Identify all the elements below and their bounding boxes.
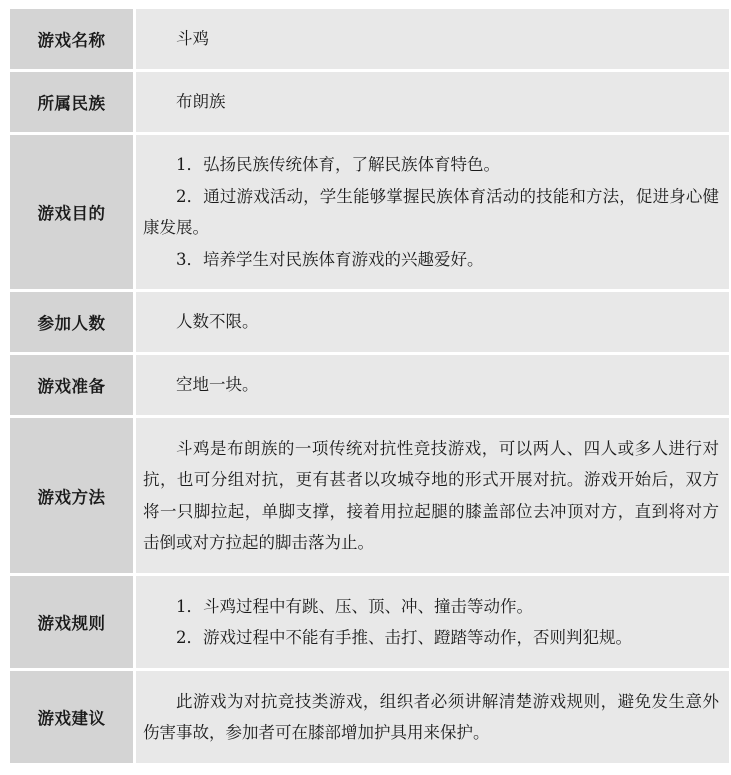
row-label: 参加人数 [10,292,136,352]
row-label: 游戏名称 [10,9,136,69]
row-label: 游戏目的 [10,135,136,289]
row-game-purpose [10,135,729,289]
row-content [136,292,729,352]
content-line: 1．斗鸡过程中有跳、压、顶、冲、撞击等动作。 [176,596,533,616]
row-participants [10,292,729,352]
content-line: 斗鸡 [176,29,209,49]
row-ethnic-group [10,72,729,132]
content-line: 2．通过游戏活动，学生能够掌握民族体育活动的技能和方法，促进身心健康发展。 [143,186,719,237]
row-rules [10,576,729,668]
row-game-name [10,9,729,69]
game-info-table [10,6,729,766]
row-label: 游戏准备 [10,355,136,415]
content-line: 此游戏为对抗竞技类游戏，组织者必须讲解清楚游戏规则，避免发生意外伤害事故，参加者可在膝部增加护具用来保护。 [143,691,719,742]
row-content [136,72,729,132]
row-content [136,576,729,668]
row-method [10,418,729,573]
content-line: 空地一块。 [176,375,259,395]
row-label: 游戏规则 [10,576,136,668]
row-preparation [10,355,729,415]
row-content [136,355,729,415]
content-line: 人数不限。 [176,312,259,332]
content-line: 3．培养学生对民族体育游戏的兴趣爱好。 [176,249,484,269]
row-content [136,418,729,573]
row-label: 游戏方法 [10,418,136,573]
content-line: 2．游戏过程中不能有手推、击打、蹬踏等动作，否则判犯规。 [176,628,632,647]
row-content [136,135,729,289]
row-label: 所属民族 [10,72,136,132]
content-line: 1．弘扬民族传统体育，了解民族体育特色。 [176,155,500,174]
row-label: 游戏建议 [10,671,136,763]
row-content [136,9,729,69]
row-content [136,671,729,763]
content-line: 斗鸡是布朗族的一项传统对抗性竞技游戏，可以两人、四人或多人进行对抗，也可分组对抗，更有甚者以攻城夺地的形式开展对抗。游戏开始后，双方将一只脚拉起，单脚支撑，接着用拉起腿的膝盖部位去冲顶对方，直到将对方击倒或对方拉起的脚击落为止。 [143,438,719,552]
content-line: 布朗族 [176,92,226,112]
row-suggestions [10,671,729,763]
